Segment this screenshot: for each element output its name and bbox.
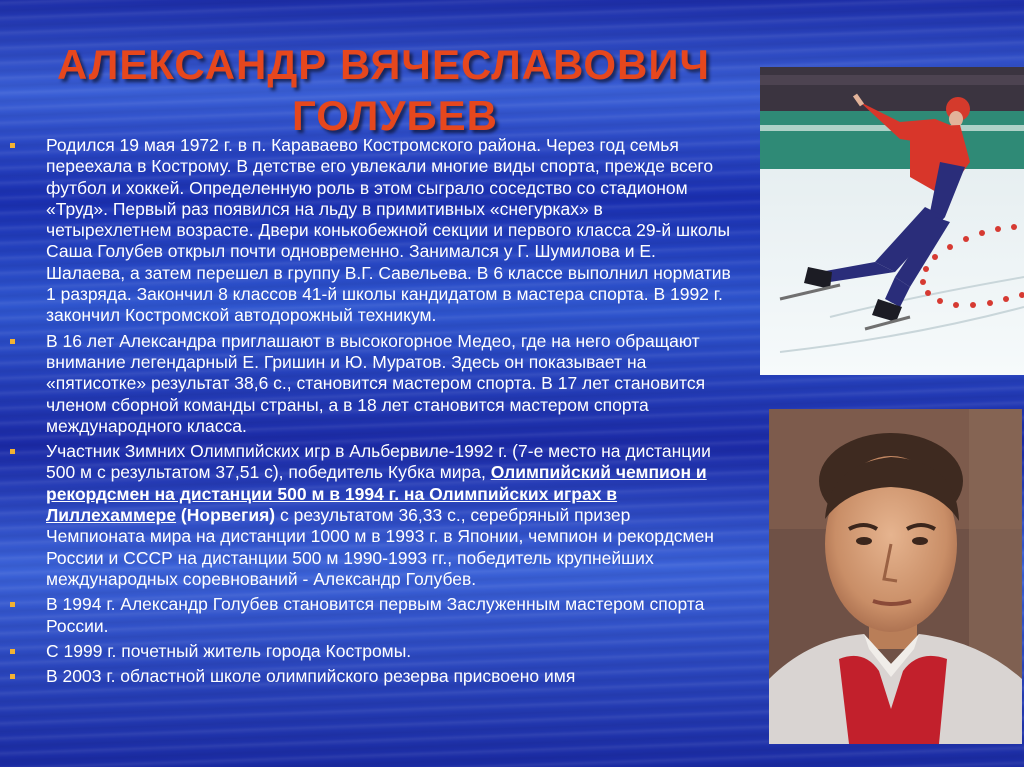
bullet-text-pre: Участник Зимних Олимпийских игр в Альбервиле-1992 г. (7-е место на дистанции 500 м с результатом 37,51 с), победитель Кубка мира, [46,441,711,483]
bullet-icon [10,649,15,654]
bullet-text: В 1994 г. Александр Голубев становится первым Заслуженным мастером спорта России. [46,594,705,636]
bullet-item-honored-master [10,594,732,637]
skater-photo-image [760,67,1024,375]
bullet-item-honorary-citizen [10,641,732,662]
bullet-item-school-name [10,666,732,687]
olympic-champion-link[interactable]: Олимпийский чемпион и рекордсмен на дистанции 500 м в 1994 г. на Олимпийских играх в Лиллехаммере [46,462,707,526]
bullet-text: В 16 лет Александра приглашают в высокогорное Медео, где на него обращают внимание легендарный Е. Гришин и Ю. Муратов. Здесь он показывает на «пятисотке» результат 38,6 с., становится мастером спорта. В 17 лет становится членом сборной команды страны, а в 18 лет становится мастером спорта международного класса. [46,330,706,436]
bullet-list [10,135,732,691]
bullet-icon [10,143,15,148]
bullet-icon [10,449,15,454]
bullet-text: В 2003 г. областной школе олимпийского резерва присвоено имя [46,666,576,687]
bullet-text: С 1999 г. почетный житель города Костромы. [46,640,412,661]
bullet-icon [10,602,15,607]
bullet-item-medeo [10,331,732,437]
portrait-photo-image [769,409,1022,744]
bullet-text-bold: (Норвегия) [176,505,276,526]
bullet-item-olympics [10,441,732,590]
portrait-photo [769,409,1022,744]
skater-photo [760,67,1024,375]
bullet-icon [10,674,15,679]
bullet-item-birth [10,135,732,327]
bullet-text-post: с результатом 36,33 с., серебряный призер Чемпионата мира на дистанции 1000 м в 1993 г. в Японии, чемпион и рекордсмен России и СССР на дистанции 500 м 1990-1993 гг., победитель крупнейших международных соревнований - Александр Голубев. [46,505,714,589]
bullet-text: Родился 19 мая 1972 г. в п. Караваево Костромского района. Через год семья переехала в Кострому. В детстве его увлекали многие виды спорта, прежде всего футбол и хоккей. Определенную роль в этом сыграло соседство со стадионом «Труд». Первый раз появился на льду в примитивных «снегурках» в четырехлетнем возрасте. Двери конькобежной секции и первого класса 29-й школы Саша Голубев открыл почти одновременно. Занимался у Г. Шумилова и Е. Шалаева, а затем перешел в группу В.Г. Савельева. В 6 классе выполнил норматив 1 разряда. Закончил 8 классов 41-й школы кандидатом в мастера спорта. В 1992 г. закончил Костромской автодорожный техникум. [46,135,731,326]
bullet-icon [10,339,15,344]
page-title-line-1: АЛЕКСАНДР ВЯЧЕСЛАВОВИЧ [57,41,711,88]
page-title-line-2: ГОЛУБЕВ [292,92,499,139]
